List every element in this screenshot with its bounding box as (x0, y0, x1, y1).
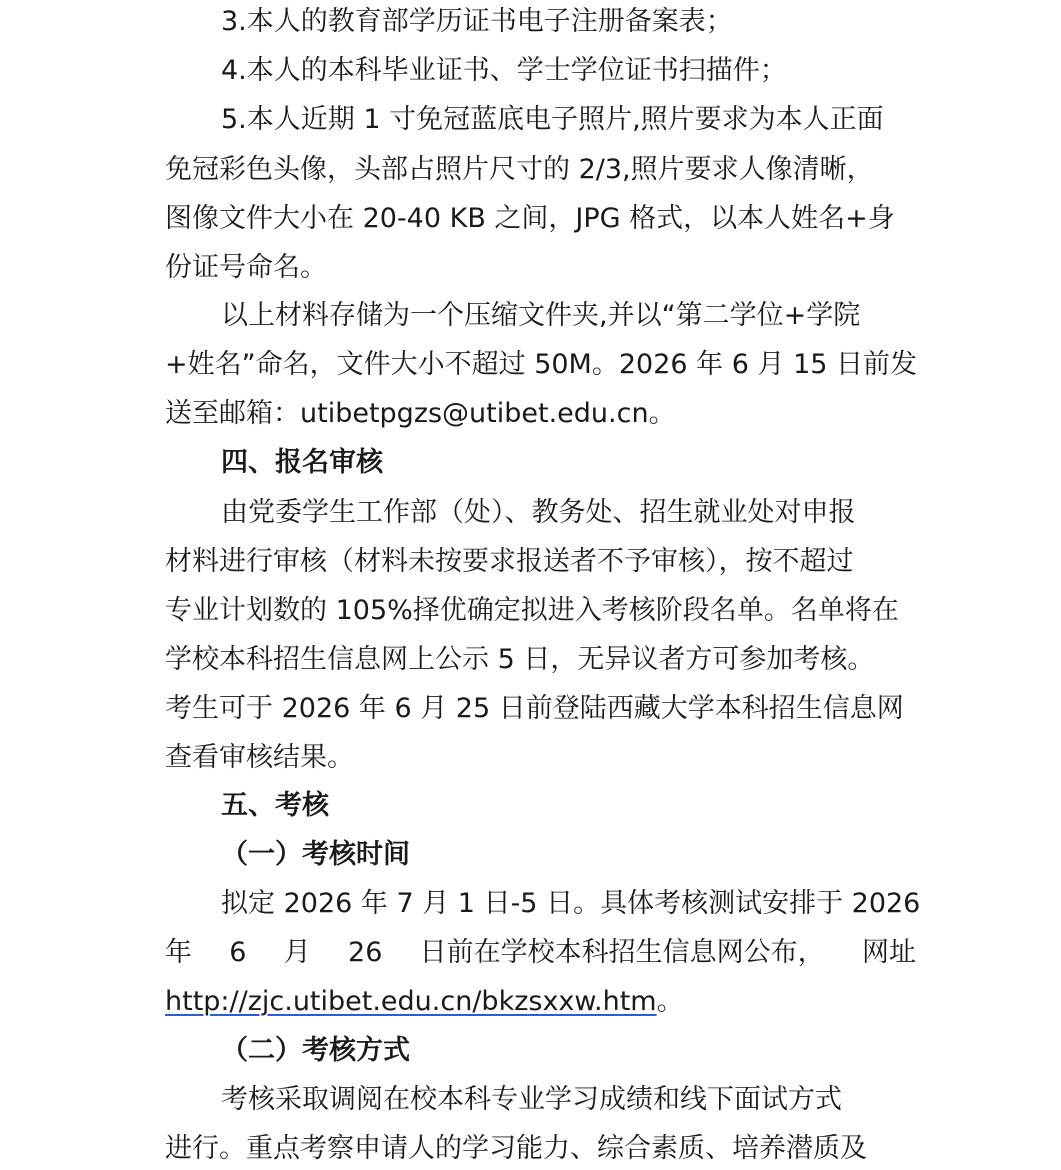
paragraph-line: 查看审核结果。 (165, 742, 354, 773)
text-fragment: 日前在学校本科招生信息网公布， (419, 937, 825, 968)
paragraph-line: 图像文件大小在 20-40 KB 之间，JPG 格式，以本人姓名+身 (165, 203, 895, 234)
paragraph-line: 份证号命名。 (165, 252, 327, 283)
list-item-5: 5.本人近期 1 寸免冠蓝底电子照片,照片要求为本人正面 (221, 104, 884, 135)
paragraph-line: 进行。重点考察申请人的学习能力、综合素质、培养潜质及 (165, 1133, 867, 1164)
text-fragment: 年 (165, 937, 192, 968)
paragraph-line: 考生可于 2026 年 6 月 25 日前登陆西藏大学本科招生信息网 (165, 693, 904, 724)
list-item-3: 3.本人的教育部学历证书电子注册备案表； (221, 6, 733, 37)
text-fragment: 26 (348, 937, 383, 968)
paragraph-line: 免冠彩色头像，头部占照片尺寸的 2/3,照片要求人像清晰， (165, 154, 874, 185)
paragraph-line (165, 985, 916, 1019)
text-fragment: 月 (283, 937, 311, 968)
paragraph-line: 专业计划数的 105%择优确定拟进入考核阶段名单。名单将在 (165, 595, 899, 626)
paragraph-line: 材料进行审核（材料未按要求报送者不予审核），按不超过 (165, 546, 854, 577)
section-heading-5: 五、考核 (221, 790, 329, 821)
subsection-heading-2: （二）考核方式 (221, 1035, 410, 1066)
paragraph-line: 送至邮箱：utibetpgzs@utibet.edu.cn。 (165, 398, 676, 429)
paragraph-line: +姓名”命名，文件大小不超过 50M。2026 年 6 月 15 日前发 (165, 349, 918, 380)
paragraph-line: 考核采取调阅在校本科专业学习成绩和线下面试方式 (221, 1084, 842, 1115)
text-fragment: 。 (656, 986, 684, 1017)
paragraph-line: 由党委学生工作部（处）、教务处、招生就业处对申报 (221, 497, 856, 528)
list-item-4: 4.本人的本科毕业证书、学士学位证书扫描件； (221, 55, 787, 86)
text-fragment: 6 (229, 937, 247, 968)
url-link[interactable]: http://zjc.utibet.edu.cn/bkzsxxw.htm (165, 986, 657, 1017)
section-heading-4: 四、报名审核 (221, 447, 383, 478)
subsection-heading-1: （一）考核时间 (221, 839, 410, 870)
paragraph-line: 学校本科招生信息网上公示 5 日，无异议者方可参加考核。 (165, 644, 875, 675)
paragraph-line: 拟定 2026 年 7 月 1 日-5 日。具体考核测试安排于 2026 (221, 888, 921, 919)
paragraph-line-justified (165, 936, 916, 970)
text-fragment: 网址 (861, 937, 916, 968)
paragraph-line: 以上材料存储为一个压缩文件夹,并以“第二学位+学院 (221, 300, 861, 331)
